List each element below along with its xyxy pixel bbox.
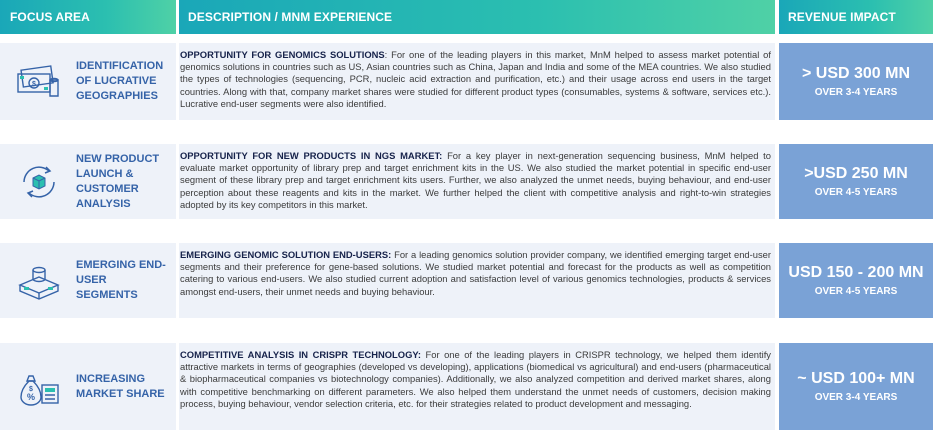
description-cell: [179, 243, 775, 318]
description-body: For a leading genomics solution provider company, we identified emerging target end-user segments and their preference for gene-based solutions. We studied market potential and forecast for the products as well as competition catering to various end-users. We also studied current adoption and satisfaction level of various genomics technologies, products & services amongst end-users, their unmet needs and buying behaviour.: [180, 249, 771, 297]
svg-text:$: $: [29, 385, 33, 393]
focus-cell: [0, 343, 176, 430]
description-body: For a key player in next-generation sequencing business, MnM helped to evaluate market opportunity of library prep and target enrichment kits in the US. We also studied the market potential in specific end-user segment of these library prep and target enrichment kits users. Further, we also analyzed the unmet needs, buying behaviour, and end-user perception about these reagents and kits in the market. We further helped the client with competitive analysis and right-to-win strategies adopted by its key competitors in this market.: [180, 150, 771, 210]
description-cell: [179, 343, 775, 430]
description-body: For one of the leading players in CRISPR technology, we helped them identify attractive markets in terms of geographies (developed vs developing), applications (biomedical vs agricultural) and end-users (pharmaceutical & biopharmaceutical companies vs biotechnology companies). Additionally, we also analyzed competition and derived market shares, along with competitive benchmarking on different parameters. We also helped them understand the unmet needs of customers, decision making process, buying behaviour, vendor selection criteria, etc. for their strategies related to product development and messaging.: [180, 349, 771, 409]
table-row: [0, 43, 933, 120]
revenue-cell: [779, 144, 933, 219]
description-title: COMPETITIVE ANALYSIS IN CRISPR TECHNOLOGY:: [180, 349, 422, 360]
description-title: OPPORTUNITY FOR GENOMICS SOLUTIONS: [180, 49, 385, 60]
market-share-icon: [14, 367, 64, 407]
product-cycle-icon: [14, 162, 64, 202]
focus-label: EMERGING END-USER SEGMENTS: [76, 259, 166, 301]
revenue-value: > USD 300 MN: [801, 64, 911, 82]
revenue-period: OVER 4-5 YEARS: [814, 186, 898, 198]
revenue-cell: [779, 43, 933, 120]
focus-label: INCREASING MARKET SHARE: [76, 372, 165, 400]
revenue-value: ~ USD 100+ MN: [797, 369, 915, 387]
description-title: EMERGING GENOMIC SOLUTION END-USERS:: [180, 249, 392, 260]
description-cell: [179, 43, 775, 120]
description-cell: [179, 144, 775, 219]
revenue-cell: [779, 243, 933, 318]
focus-label: IDENTIFICATION OF LUCRATIVE GEOGRAPHIES: [76, 60, 164, 102]
svg-text:$: $: [32, 80, 36, 88]
table-row: [0, 343, 933, 430]
revenue-value: USD 150 - 200 MN: [788, 263, 924, 281]
focus-label: NEW PRODUCT LAUNCH & CUSTOMER ANALYSIS: [76, 152, 160, 210]
market-segments-icon: [14, 261, 64, 301]
focus-cell: [0, 243, 176, 318]
revenue-period: OVER 4-5 YEARS: [814, 285, 898, 297]
table-row: [0, 144, 933, 219]
description-title: OPPORTUNITY FOR NEW PRODUCTS IN NGS MARKET:: [180, 150, 443, 161]
header-description: DESCRIPTION / MNM EXPERIENCE: [179, 0, 775, 34]
header-focus-area: FOCUS AREA: [0, 0, 176, 34]
revenue-cell: [779, 343, 933, 430]
revenue-period: OVER 3-4 YEARS: [814, 86, 898, 98]
table-row: [0, 243, 933, 318]
money-icon: [14, 62, 64, 102]
description-body: : For one of the leading players in this market, MnM helped to assess market potential of genomics solutions in countries such as US, Asian countries such as China, Japan and India and some of the MEA countries. We also studied the types of technologies (sequencing, PCR, nucleic acid extraction and purification, etc.) and their usage across end users in the target countries. Along with that, company market shares were studied for different product types (consumables, systems & software, services etc.). Lucrative end-user segments were also identified.: [180, 49, 771, 109]
revenue-value: >USD 250 MN: [804, 164, 908, 182]
svg-text:%: %: [26, 391, 36, 402]
focus-cell: [0, 144, 176, 219]
revenue-period: OVER 3-4 YEARS: [814, 391, 898, 403]
header-revenue-impact: REVENUE IMPACT: [779, 0, 933, 34]
focus-cell: [0, 43, 176, 120]
